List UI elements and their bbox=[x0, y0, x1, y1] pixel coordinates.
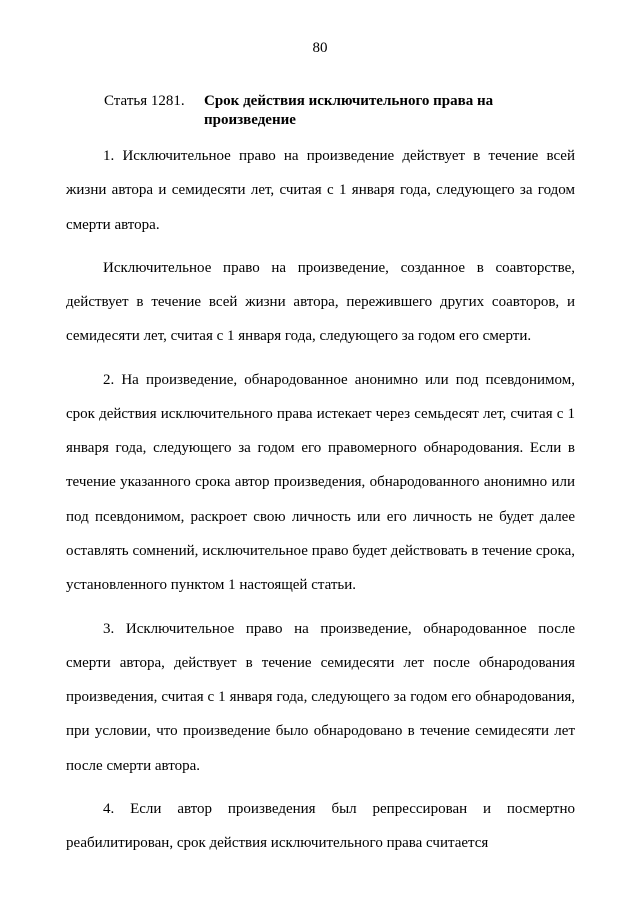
article-label: Статья 1281. bbox=[104, 93, 185, 109]
paragraph-5: 4. Если автор произведения был репрессирован и посмертно реабилитирован, срок действия исключительного права считается bbox=[66, 800, 575, 852]
page-number: 80 bbox=[312, 40, 328, 56]
article-heading bbox=[104, 92, 584, 130]
article-title: Срок действия исключительного права на произведение bbox=[204, 93, 494, 128]
paragraph-3: 2. На произведение, обнародованное анонимно или под псевдонимом, срок действия исключительного права истекает через семьдесят лет, считая с 1 января года, следующего за годом его правомерного обнародования. Если в течение указанного срока автор произведения, обнародованного анонимно или под псевдонимом, раскроет свою личность или его личность не будет далее оставлять сомнений, исключительное право будет действовать в течение срока, установленного пунктом 1 настоящей статьи. bbox=[66, 371, 575, 594]
paragraph-4: 3. Исключительное право на произведение, обнародованное после смерти автора, действует в течение семидесяти лет после обнародования произведения, считая с 1 января года, следующего за годом его обнародования, при условии, что произведение было обнародовано в течение семидесяти лет после смерти автора. bbox=[66, 620, 575, 774]
paragraph-1: 1. Исключительное право на произведение действует в течение всей жизни автора и семидесяти лет, считая с 1 января года, следующего за годом смерти автора. bbox=[66, 148, 575, 233]
paragraph-2: Исключительное право на произведение, созданное в соавторстве, действует в течение всей жизни автора, пережившего других соавторов, и семидесяти лет, считая с 1 января года, следующего за годом его смерти. bbox=[66, 259, 575, 345]
article-body bbox=[66, 139, 575, 861]
